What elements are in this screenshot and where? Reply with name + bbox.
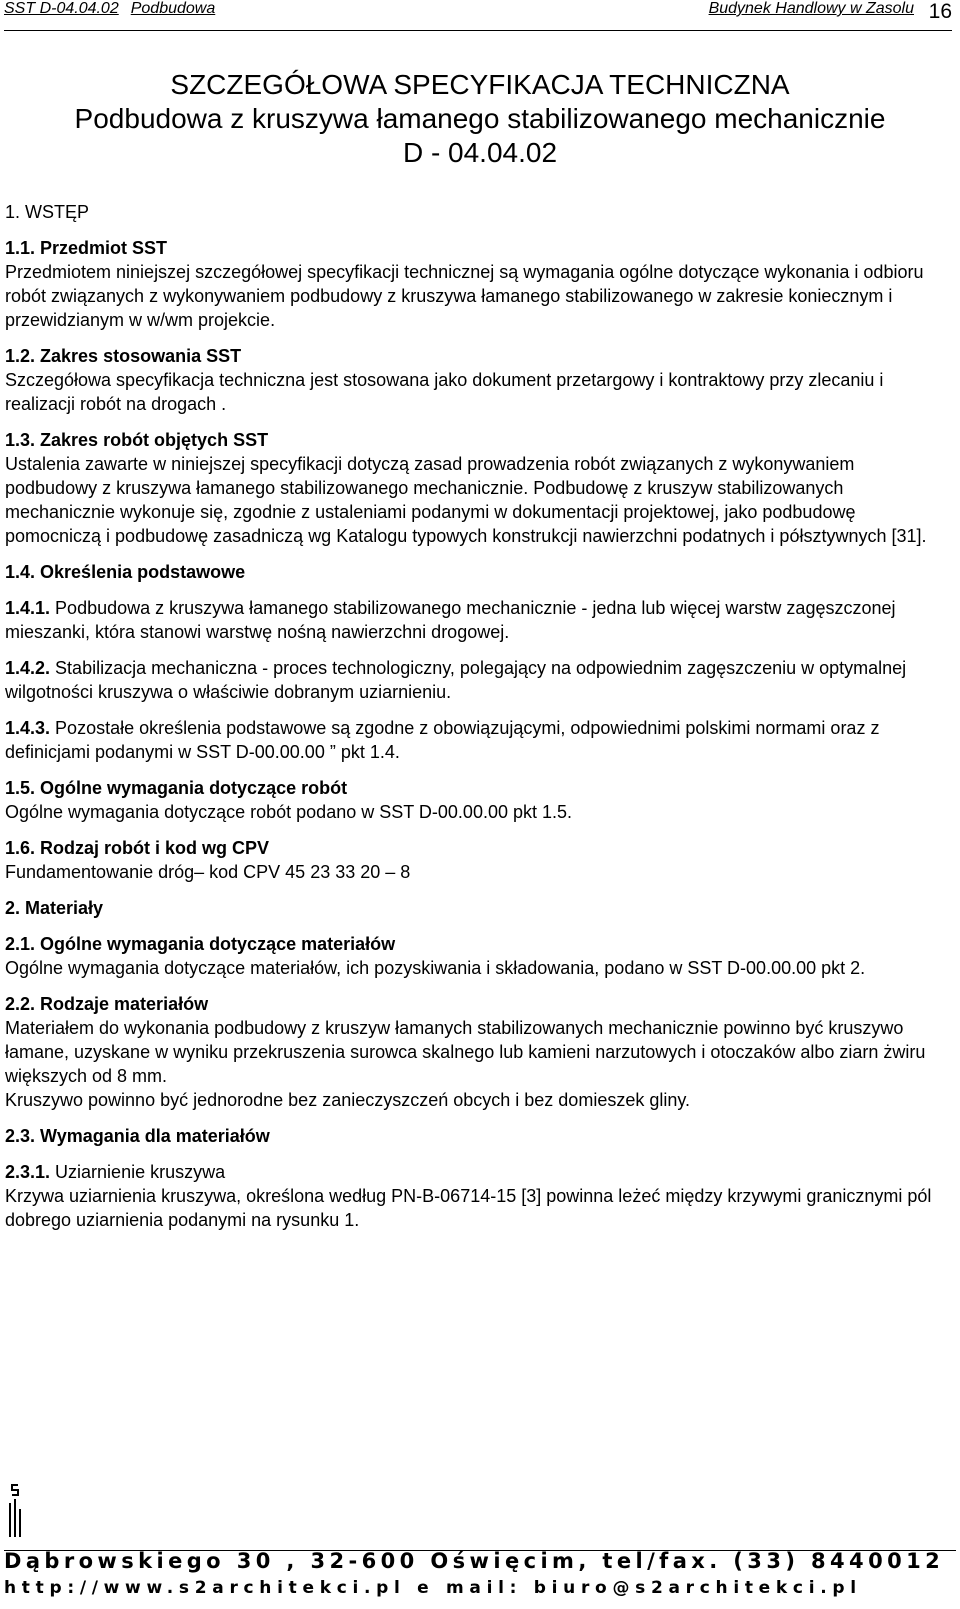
section-2-3-1-number: 2.3.1. xyxy=(5,1162,51,1182)
document-title xyxy=(0,68,960,170)
footer-web-contact: http://www.s2architekci.pl e mail: biuro@s2architekci.pl xyxy=(4,1578,862,1598)
section-1-4-2-text: Stabilizacja mechaniczna - proces technologiczny, polegający na odpowiednim zagęszczeniu w optymalnej wilgotności kruszywa o właściwie dobranym uziarnieniu. xyxy=(5,658,907,702)
section-1-heading: 1. WSTĘP xyxy=(5,202,90,222)
section-1-1-text: Przedmiotem niniejszej szczegółowej specyfikacji technicznej są wymagania ogólne dotyczące wykonania i odbioru robót związanych z wykonywaniem podbudowy z kruszywa łamanego stabilizowanego w zakresie koniecznym i przewidzianym w w/wm projekcie. xyxy=(5,262,924,330)
title-line-1: SZCZEGÓŁOWA SPECYFIKACJA TECHNICZNA xyxy=(170,69,790,100)
section-1-5-heading: 1.5. Ogólne wymagania dotyczące robót xyxy=(5,778,348,798)
section-2-1-heading: 2.1. Ogólne wymagania dotyczące materiałów xyxy=(5,934,396,954)
section-2-3-heading: 2.3. Wymagania dla materiałów xyxy=(5,1126,270,1146)
header-building: Budynek Handlowy w Zasolu xyxy=(708,0,914,17)
page-header xyxy=(4,0,952,31)
section-1-4-3-number: 1.4.3. xyxy=(5,718,51,738)
section-2-3-1-text: Krzywa uziarnienia kruszywa, określona według PN-B-06714-15 [3] powinna leżeć między krzywymi granicznymi pól dobrego uziarnienia podanymi na rysunku 1. xyxy=(5,1186,932,1230)
document-body xyxy=(5,200,950,1232)
page-number: 16 xyxy=(928,0,952,23)
page-footer xyxy=(0,1475,960,1609)
section-1-3-heading: 1.3. Zakres robót objętych SST xyxy=(5,430,269,450)
section-1-5-text: Ogólne wymagania dotyczące robót podano w SST D-00.00.00 pkt 1.5. xyxy=(5,802,573,822)
section-1-4-2-number: 1.4.2. xyxy=(5,658,51,678)
header-doc-code: SST D-04.04.02 xyxy=(4,0,119,17)
section-1-1-heading: 1.1. Przedmiot SST xyxy=(5,238,168,258)
section-2-2-heading: 2.2. Rodzaje materiałów xyxy=(5,994,209,1014)
section-1-4-2 xyxy=(5,656,950,704)
section-1-6-text: Fundamentowanie dróg– kod CPV 45 23 33 20 – 8 xyxy=(5,862,411,882)
section-1-2-text: Szczegółowa specyfikacja techniczna jest stosowana jako dokument przetargowy i kontraktowy przy zlecaniu i realizacji robót na drogach . xyxy=(5,370,884,414)
header-section: Podbudowa xyxy=(130,0,216,17)
footer-address: Dąbrowskiego 30 , 32-600 Oświęcim, tel/fax. (33) 8440012 xyxy=(4,1549,945,1573)
section-1-4-3-text: Pozostałe określenia podstawowe są zgodne z obowiązującymi, odpowiednimi polskimi normami oraz z definicjami podanymi w SST D-00.00.00 ” pkt 1.4. xyxy=(5,718,880,762)
section-2-3-1-heading xyxy=(5,1160,950,1184)
section-1-3-text: Ustalenia zawarte w niniejszej specyfikacji dotyczą zasad prowadzenia robót związanych z wykonywaniem podbudowy z kruszywa łamanego stabilizowanego mechanicznie. Podbudowę z kruszyw stabilizowanych mechanicznie wykonuje się, zgodnie z ustaleniami podanymi w dokumentacji projektowej, jako podbudowę pomocniczą i podbudowę zasadniczą wg Katalogu typowych konstrukcji nawierzchni podatnych i półsztywnych [31]. xyxy=(5,454,927,546)
section-2-2-text-b: Kruszywo powinno być jednorodne bez zanieczyszczeń obcych i bez domieszek gliny. xyxy=(5,1090,691,1110)
header-left xyxy=(4,0,215,18)
section-2-1-text: Ogólne wymagania dotyczące materiałów, ich pozyskiwania i składowania, podano w SST D-00.00.00 pkt 2. xyxy=(5,958,866,978)
section-1-4-heading: 1.4. Określenia podstawowe xyxy=(5,562,246,582)
section-2-2-text-a: Materiałem do wykonania podbudowy z kruszyw łamanych stabilizowanych mechanicznie powinno być kruszywo łamane, uzyskane w wyniku przekruszenia surowca skalnego lub kamieni narzutowych i otoczaków albo ziarn żwiru większych od 8 mm. xyxy=(5,1018,926,1086)
section-2-3-1-title: Uziarnienie kruszywa xyxy=(50,1162,226,1182)
section-1-4-1 xyxy=(5,596,950,644)
company-logo xyxy=(6,1483,26,1539)
section-1-4-1-text: Podbudowa z kruszywa łamanego stabilizowanego mechanicznie - jedna lub więcej warstw zagęszczonej mieszanki, która stanowi warstwę nośną nawierzchni drogowej. xyxy=(5,598,896,642)
section-1-2-heading: 1.2. Zakres stosowania SST xyxy=(5,346,242,366)
title-line-3: D - 04.04.02 xyxy=(402,137,558,168)
section-1-4-3 xyxy=(5,716,950,764)
section-1-4-1-number: 1.4.1. xyxy=(5,598,51,618)
section-2-heading: 2. Materiały xyxy=(5,898,104,918)
section-1-6-heading: 1.6. Rodzaj robót i kod wg CPV xyxy=(5,838,270,858)
title-line-2: Podbudowa z kruszywa łamanego stabilizowanego mechanicznie xyxy=(74,103,886,134)
